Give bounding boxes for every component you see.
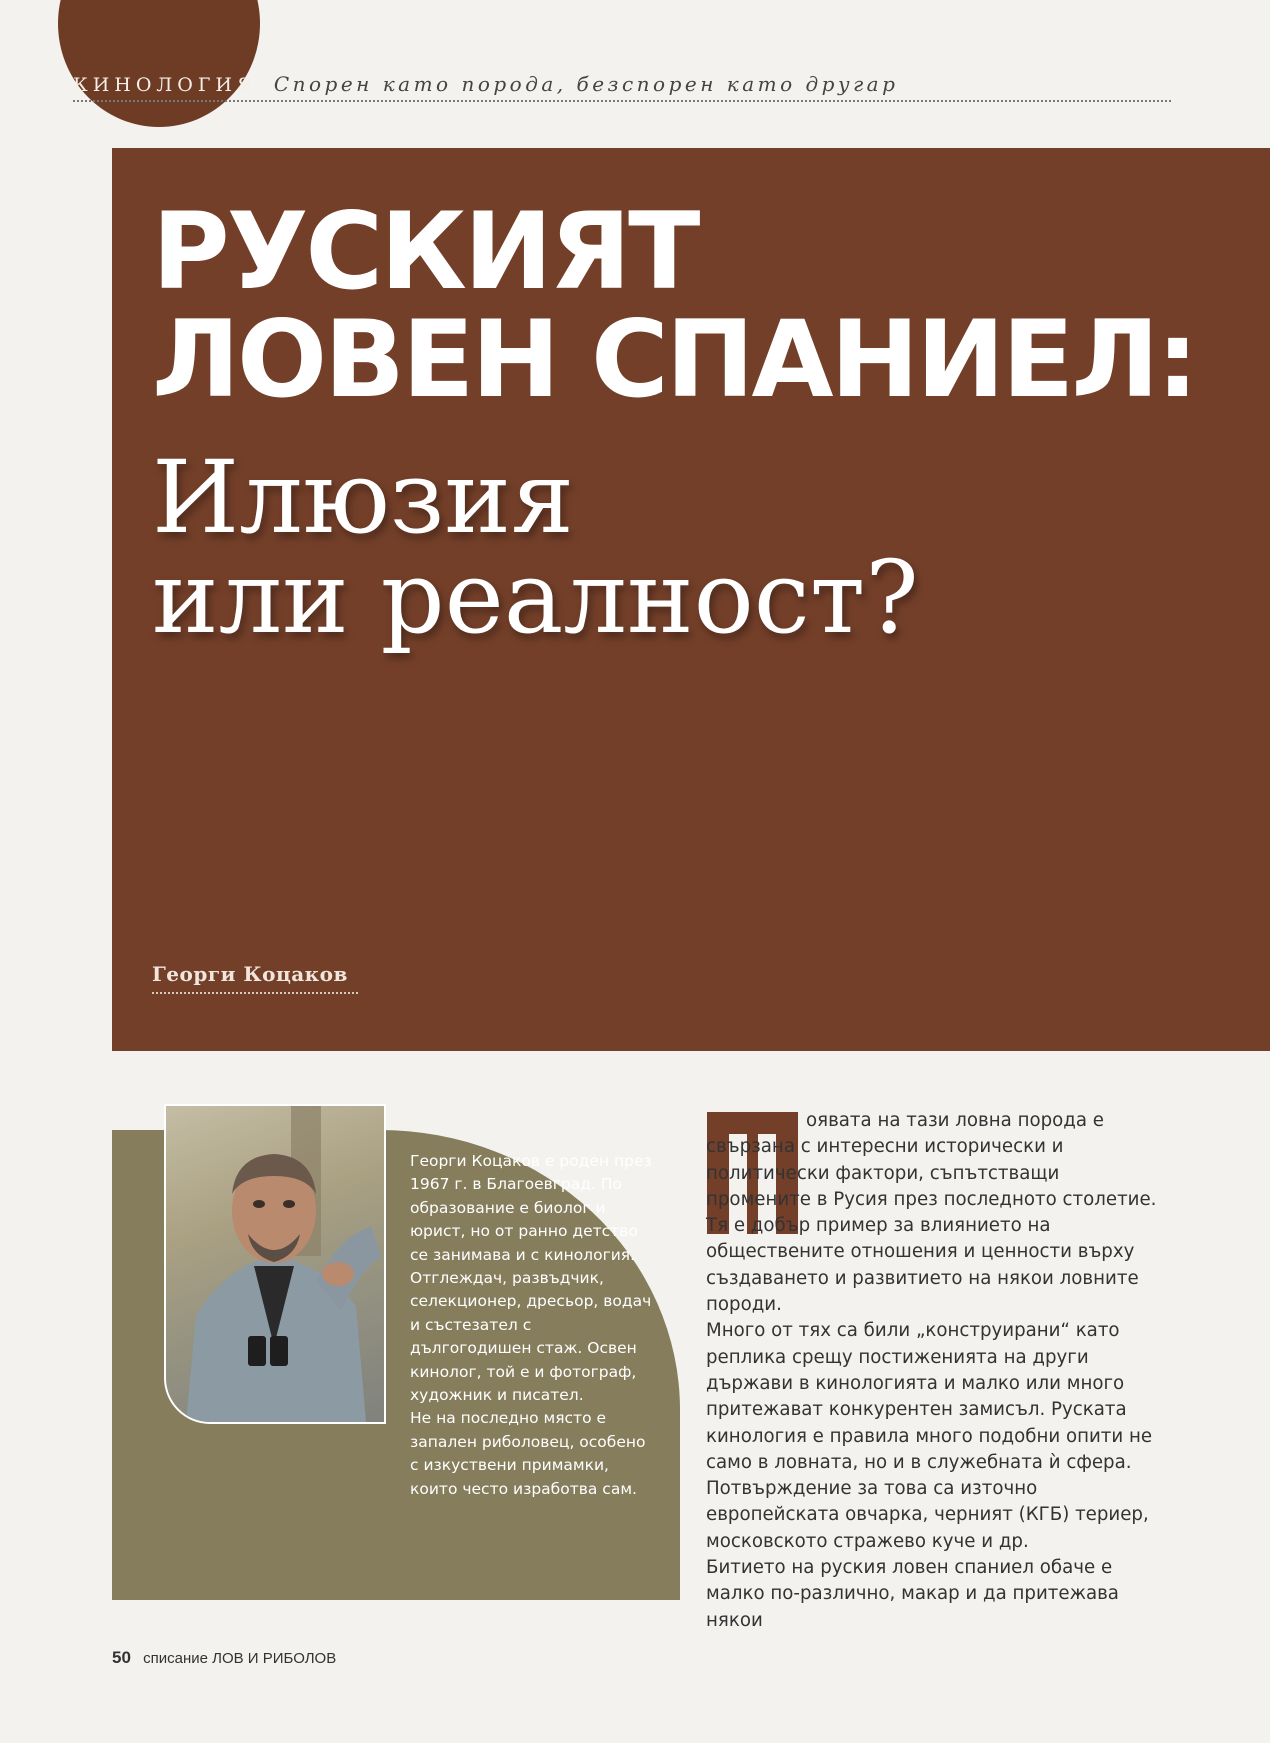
article-paragraph-2: Много от тях са били „конструирани“ като реплика срещу постиженията на други държави в кинологията и малко или много притежават конкурентен замисъл. Руската кинология е правила много подобни опити не само в ловната, но и в служебната ѝ сфера. Потвърждение за това са източно европейската овчарка, черният (КГБ) териер, московското стражево куче и др. <box>706 1320 1153 1552</box>
bio-paragraph-2: Не на последно място е запален риболовец, особено с изкуствени примамки, които често изработва сам. <box>410 1409 646 1498</box>
title-line-1: РУСКИЯТ <box>152 190 698 313</box>
article-subtitle <box>152 439 919 656</box>
section-subtitle: Спорен като порода, безспорен като другар <box>273 72 899 96</box>
author-bio-text <box>410 1150 655 1501</box>
article-body <box>706 1108 1168 1634</box>
bio-paragraph-1: Георги Коцаков е роден през 1967 г. в Благоевград. По образование е биолог и юрист, но от ранно детство се занимава и с кинология. Отглеждач, развъдчик, селекционер, дресьор, водач и състезател с дългогодишен стаж. Освен кинолог, той е и фотограф, художник и писател. <box>410 1152 652 1405</box>
page-number: 50 <box>112 1648 131 1667</box>
hero-banner <box>112 148 1270 1051</box>
magazine-name: списание ЛОВ И РИБОЛОВ <box>143 1650 337 1667</box>
section-header <box>73 68 1171 102</box>
author-byline: Георги Коцаков <box>152 962 358 994</box>
article-paragraph-3: Битието на руския ловен спаниел обаче е малко по-различно, макар и да притежава някои <box>706 1557 1119 1631</box>
title-line-2: ЛОВЕН СПАНИЕЛ: <box>152 298 1196 421</box>
article-paragraph-1-text: оявата на тази ловна порода е свързана с интересни исторически и политически фактори, съпътстващи промените в Русия през последното столетие. Тя е добър пример за влиянието на обществените отношения и ценности върху създаването и развитието на някои ловните породи. <box>706 1110 1157 1316</box>
article-title <box>152 190 1196 421</box>
subtitle-line-1: Илюзия <box>152 439 575 556</box>
section-circle-decoration <box>58 0 260 127</box>
author-photo-illustration <box>166 1106 384 1422</box>
article-paragraph-1 <box>706 1108 1168 1318</box>
section-label: КИНОЛОГИЯ <box>73 74 258 96</box>
author-photo <box>164 1104 386 1424</box>
subtitle-line-2: или реалност? <box>152 539 919 656</box>
page-footer <box>112 1648 336 1668</box>
